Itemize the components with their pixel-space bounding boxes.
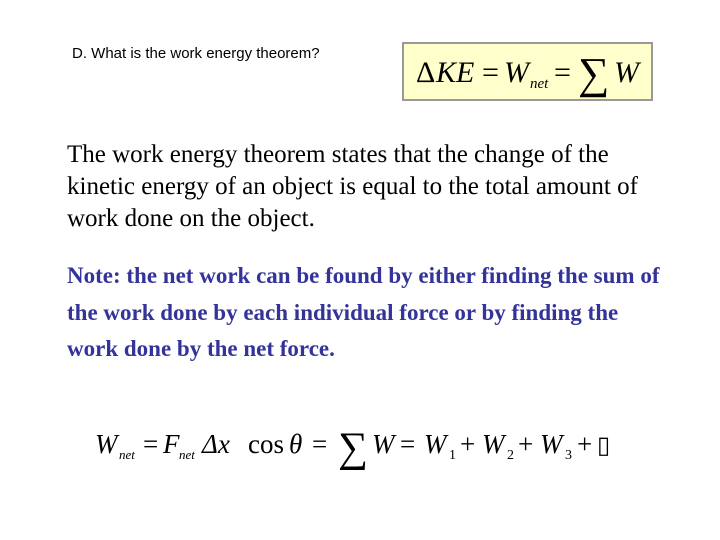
sum-symbol: ∑ <box>338 425 368 471</box>
missing-glyph-box: ▯ <box>597 433 611 459</box>
net-work-equation-svg <box>90 420 620 472</box>
plus-sign-3: + <box>577 429 593 459</box>
theorem-equation <box>404 44 651 99</box>
net-work-note: Note: the net work can be found by either finding the sum of the work done by each individual force or by finding the work done by the net force. <box>67 263 660 361</box>
cos-function: cos <box>248 429 284 459</box>
theorem-statement: The work energy theorem states that the change of the kinetic energy of an object is equal to the total amount of work done on the object. <box>67 141 638 232</box>
subscript-3: 3 <box>565 448 572 463</box>
ke-term: KE <box>436 56 475 89</box>
work-sum-term: W <box>614 56 639 89</box>
subscript-2: 2 <box>507 448 514 463</box>
sum-symbol: ∑ <box>578 49 610 98</box>
equals-sign: = <box>143 429 159 459</box>
w1-term: W <box>424 429 447 459</box>
net-subscript-2: net <box>179 447 195 462</box>
net-subscript: net <box>119 447 135 462</box>
theorem-equation-box <box>402 42 653 101</box>
w3-term: W <box>540 429 563 459</box>
plus-sign-2: + <box>518 429 534 459</box>
delta-symbol: Δ <box>416 56 436 89</box>
w2-term: W <box>482 429 505 459</box>
w-sum-term: W <box>372 429 395 459</box>
equals-sign: = <box>482 56 499 89</box>
question-heading: D. What is the work energy theorem? <box>72 45 320 62</box>
work-term: W <box>504 56 529 89</box>
equals-sign-2: = <box>554 56 571 89</box>
net-subscript: net <box>530 76 549 92</box>
f-net-term: F <box>163 429 180 459</box>
equals-sign-3: = <box>400 429 416 459</box>
w-net-term: W <box>95 429 118 459</box>
subscript-1: 1 <box>449 448 456 463</box>
net-work-equation <box>90 420 620 472</box>
equals-sign-2: = <box>312 429 328 459</box>
delta-x-term: Δx <box>202 429 230 459</box>
plus-sign-1: + <box>460 429 476 459</box>
theta-symbol: θ <box>289 429 303 459</box>
